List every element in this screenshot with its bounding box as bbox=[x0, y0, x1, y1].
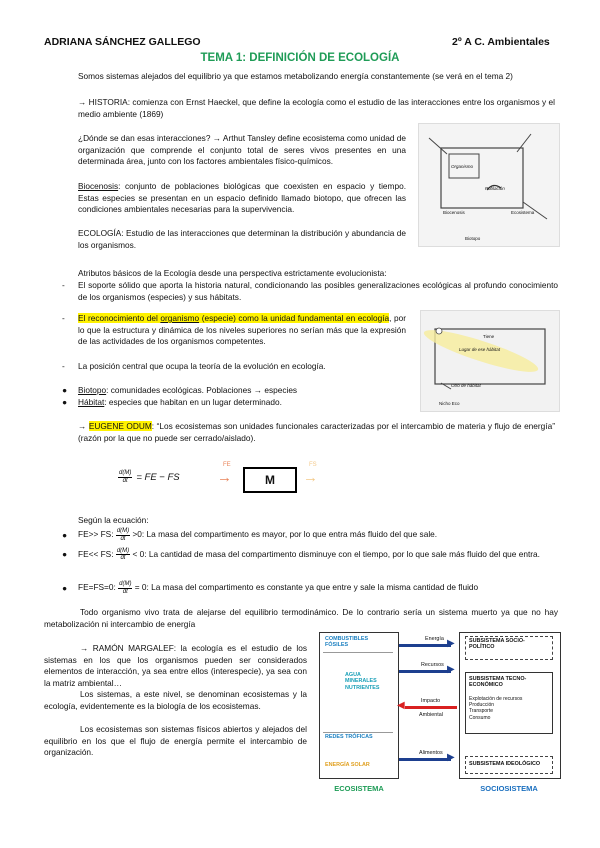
fig1-biotopo: Biotopo bbox=[465, 236, 481, 241]
combustibles-label: COMBUSTIBLES FÓSILES bbox=[325, 636, 369, 649]
fig1-poblacion: Población bbox=[485, 186, 505, 191]
sistemas-paragraph: Los sistemas, a este nivel, se denominan ecosistemas y la ecología, evidentemente es la biología de los ecosistemas. bbox=[44, 689, 307, 711]
alimentos-arrow bbox=[399, 758, 451, 761]
fig1-biocenosis: Biocenosis bbox=[443, 210, 465, 215]
recursos-arrow bbox=[399, 670, 451, 673]
fraction-numerator: d(M) bbox=[116, 528, 130, 534]
fe-arrow-icon: → bbox=[217, 469, 232, 486]
ecosystem-figure bbox=[418, 123, 560, 247]
historia-paragraph: → HISTORIA: comienza con Ernst Haeckel, que define la ecología como el estudio de las interacciones entre los organismos y el medio ambiente (1869) bbox=[78, 97, 555, 119]
ecosistemas-paragraph: Los ecosistemas son sistemas físicos abiertos y alejados del equilibrio en los que el flujo de energía permite el intercambio de organización. bbox=[44, 724, 307, 758]
tecno-label: SUBSISTEMA TECNO-ECONÓMICO bbox=[469, 676, 527, 689]
impacto-arrow-icon: ◀ bbox=[397, 700, 405, 711]
attribute-2 bbox=[78, 313, 406, 348]
sociosistema-caption: SOCIOSISTEMA bbox=[480, 784, 538, 793]
header-author: ADRIANA SÁNCHEZ GALLEGO bbox=[44, 36, 201, 48]
case-1-pre: FE>> FS: bbox=[78, 529, 116, 540]
recursos-label: Recursos bbox=[421, 662, 444, 668]
odum-paragraph bbox=[78, 421, 555, 444]
case-1 bbox=[78, 528, 558, 542]
habitat-item bbox=[78, 397, 406, 409]
fig1-organismo: Organismo bbox=[451, 164, 474, 169]
dash-bullet: - bbox=[62, 361, 65, 371]
biotopo-text: : comunidades ecológicas. Poblaciones → especies bbox=[106, 385, 298, 395]
recursos-arrow-icon: ▶ bbox=[447, 664, 455, 675]
biotopo-item bbox=[78, 385, 406, 397]
ambiental-label: Ambiental bbox=[419, 712, 443, 718]
alimentos-arrow-icon: ▶ bbox=[447, 752, 455, 763]
margalef-paragraph: → RAMÓN MARGALEF: la ecología es el estudio de los sistemas en los que los organismos pueden ser considerados elementos de interacción, ya sea entre ellos (interespecie), ya sea con la matriz ambiental… bbox=[44, 643, 307, 688]
habitat-text: : especies que habitan en un lugar determinado. bbox=[104, 397, 282, 407]
biocenosis-text: : conjunto de poblaciones biológicas que coexisten en espacio y tiempo. Estas especies se presentan en un espacio definido llamado biotopo, que ofrecen las condiciones ambientales necesarias para la supervivencia. bbox=[78, 181, 406, 215]
atributos-heading: Atributos básicos de la Ecología desde una perspectiva estrictamente evolucionista: bbox=[78, 268, 387, 278]
dot-bullet: ● bbox=[62, 385, 68, 395]
fig1-ecosistema: Ecosistema bbox=[511, 210, 535, 215]
socio-label: SUBSISTEMA SOCIO-POLÍTICO bbox=[469, 638, 525, 651]
dot-bullet: ● bbox=[62, 397, 68, 407]
ecologia-paragraph: ECOLOGÍA: Estudio de las interacciones que determinan la distribución y abundancia de los organismos. bbox=[78, 228, 406, 250]
agua-label: AGUA MINERALES NUTRIENTES bbox=[345, 672, 380, 691]
tansley-paragraph: ¿Dónde se dan esas interacciones? → Arthut Tansley define ecosistema como unidad de organización que comprende el conjunto total de seres vivos presentes en una determinada área, junto con los factores ambientales físico-químicos. bbox=[78, 133, 406, 167]
energia-arrow bbox=[399, 644, 451, 647]
dot-bullet: ● bbox=[62, 583, 68, 593]
habitat-term: Hábitat bbox=[78, 397, 105, 407]
odum-text: : “Los ecosistemas son unidades funcionales caracterizadas por el intercambio de materia y flujo de energía” (razón por la que no puede ser cerrado/aislado). bbox=[78, 421, 555, 443]
case-2-post: < 0: La cantidad de masa del compartimento disminuye con el tiempo, por lo que sale más fluido del que entra. bbox=[130, 549, 540, 559]
energia-arrow-icon: ▶ bbox=[447, 638, 455, 649]
compartment-diagram bbox=[215, 462, 330, 496]
fraction-denominator: dt bbox=[122, 477, 128, 484]
fe-label: FE bbox=[223, 462, 231, 468]
odum-name: EUGENE ODUM bbox=[88, 421, 152, 431]
mass-compartment-box: M bbox=[243, 467, 297, 493]
dot-bullet: ● bbox=[62, 549, 68, 559]
attr2-highlight-a: El reconocimiento del bbox=[78, 313, 161, 323]
fs-label: FS bbox=[309, 462, 317, 468]
dm-dt-fraction bbox=[118, 470, 132, 484]
biocenosis-paragraph bbox=[78, 181, 406, 216]
page-title: TEMA 1: DEFINICIÓN DE ECOLOGÍA bbox=[200, 52, 400, 64]
fs-arrow-icon: → bbox=[303, 469, 318, 486]
ideo-label: SUBSISTEMA IDEOLÓGICO bbox=[469, 761, 541, 767]
intro-paragraph: Somos sistemas alejados del equilibrio ya que estamos metabolizando energía constantemente (se verá en el tema 2) bbox=[78, 71, 513, 81]
habitat-figure bbox=[420, 310, 560, 412]
impacto-label: Impacto bbox=[421, 698, 441, 704]
case-3 bbox=[78, 581, 558, 595]
redes-label: REDES TRÓFICAS bbox=[325, 734, 373, 740]
dm-dt-fraction bbox=[116, 528, 130, 542]
dm-dt-fraction bbox=[116, 548, 130, 562]
segun-label: Según la ecuación: bbox=[78, 515, 149, 525]
case-3-post: = 0: La masa del compartimento es constante ya que entre y sale la misma cantidad de fluido bbox=[132, 582, 479, 593]
mass-balance-equation bbox=[118, 470, 180, 484]
impacto-arrow bbox=[405, 706, 457, 709]
attribute-3: La posición central que ocupa la teoría de la evolución en ecología. bbox=[78, 361, 326, 371]
attr2-text: , por lo que la estructura y dinámica de los niveles superiores no serían más que la expresión de las actividades de los organismos competentes. bbox=[78, 313, 406, 347]
attr2-highlight-organismo: organismo bbox=[160, 313, 200, 323]
fraction-denominator: dt bbox=[120, 555, 126, 562]
case-2-pre: FE<< FS: bbox=[78, 549, 116, 559]
attribute-1: El soporte sólido que aporta la historia natural, condicionando las posibles generalizaciones ecológicas al profundo conocimiento de los organismos (especies) y sus hábitats. bbox=[78, 280, 558, 302]
fig2-lugar: Lugar de ese hábitat bbox=[459, 347, 501, 352]
case-2 bbox=[78, 547, 558, 562]
fraction-numerator: d(M) bbox=[116, 547, 130, 554]
fraction-denominator: dt bbox=[122, 588, 128, 595]
header-course: 2º A C. Ambientales bbox=[452, 36, 550, 48]
energia-solar-label: ENERGÍA SOLAR bbox=[325, 762, 370, 768]
tecno-items: Explotación de recursos Producción Transporte Consumo bbox=[469, 696, 523, 721]
case-1-post: >0: La masa del compartimento es mayor, por lo que entra más fluido del que sale. bbox=[130, 529, 438, 540]
fraction-numerator: d(M) bbox=[119, 470, 132, 476]
energia-label: Energía bbox=[425, 636, 444, 642]
fig2-nivel: Nicho Eco bbox=[439, 401, 460, 406]
biocenosis-term: Biocenosis bbox=[78, 181, 119, 191]
fig2-tiene: Tiene bbox=[483, 334, 495, 339]
ecosociosystem-figure bbox=[313, 632, 561, 802]
attr2-highlight-c: (especie) como la unidad fundamental en ecología bbox=[199, 313, 390, 323]
fraction-denominator: dt bbox=[120, 535, 126, 542]
habitat-sketch bbox=[421, 311, 559, 411]
case-3-pre: FE=FS=0: bbox=[78, 582, 119, 593]
ecosystem-sketch bbox=[419, 124, 559, 246]
todo-paragraph: Todo organismo vivo trata de alejarse del equilibrio termodinámico. De lo contrario sería un sistema muerto ya que no hay metabolización ni intercambio de energía bbox=[44, 607, 558, 629]
dash-bullet: - bbox=[62, 280, 65, 290]
combustibles-divider bbox=[323, 652, 393, 653]
biotopo-term: Biotopo bbox=[78, 385, 107, 395]
equation-rhs: = FE − FS bbox=[136, 471, 180, 483]
ecosistema-caption: ECOSISTEMA bbox=[334, 784, 384, 793]
odum-arrow: → bbox=[78, 421, 89, 431]
ecosistema-box bbox=[319, 632, 399, 779]
alimentos-label: Alimentos bbox=[419, 750, 443, 756]
redes-divider bbox=[323, 732, 393, 733]
fraction-numerator: d(M) bbox=[119, 581, 132, 587]
dot-bullet: ● bbox=[62, 530, 68, 540]
dash-bullet: - bbox=[62, 313, 65, 323]
fig2-otro: Otro de hábitat bbox=[451, 383, 481, 388]
dm-dt-fraction bbox=[118, 581, 132, 595]
